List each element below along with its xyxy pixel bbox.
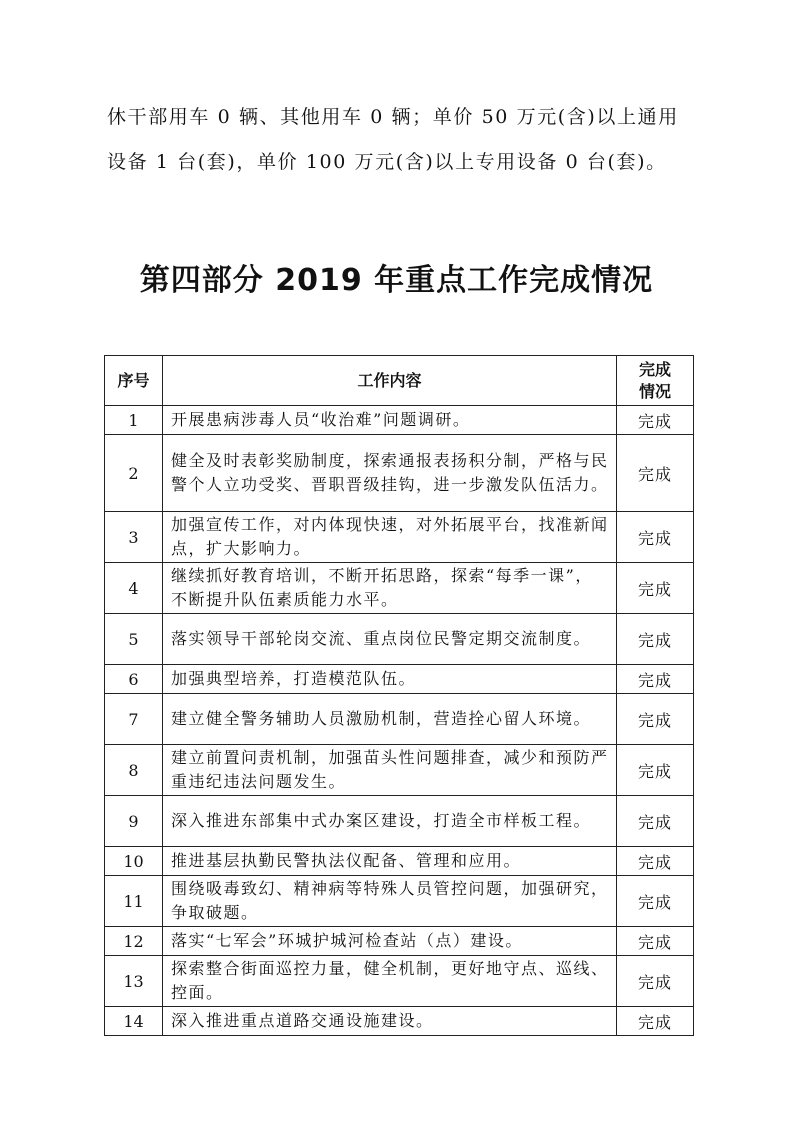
table-row — [105, 927, 694, 956]
row-status: 完成 — [617, 665, 694, 694]
row-no: 2 — [105, 435, 163, 512]
row-status: 完成 — [617, 847, 694, 876]
table-row — [105, 694, 694, 745]
row-no: 10 — [105, 847, 163, 876]
row-status: 完成 — [617, 1007, 694, 1036]
row-content: 继续抓好教育培训，不断开拓思路，探索“每季一课”，不断提升队伍素质能力水平。 — [163, 563, 617, 614]
row-no: 13 — [105, 956, 163, 1007]
paragraph-line-1: 休干部用车 0 辆、其他用车 0 辆；单价 50 万元(含)以上通用 — [107, 106, 679, 128]
table-row — [105, 614, 694, 665]
paragraph-line-2: 设备 1 台(套)，单价 100 万元(含)以上专用设备 0 台(套)。 — [107, 151, 667, 173]
row-no: 6 — [105, 665, 163, 694]
table-row — [105, 876, 694, 927]
row-no: 4 — [105, 563, 163, 614]
row-status: 完成 — [617, 956, 694, 1007]
row-no: 3 — [105, 512, 163, 563]
table-row — [105, 512, 694, 563]
row-content: 围绕吸毒致幻、精神病等特殊人员管控问题，加强研究，争取破题。 — [163, 876, 617, 927]
row-content: 推进基层执勤民警执法仪配备、管理和应用。 — [163, 847, 617, 876]
table-header-row — [105, 356, 694, 406]
table-row — [105, 563, 694, 614]
row-status: 完成 — [617, 876, 694, 927]
row-content: 探索整合街面巡控力量，健全机制，更好地守点、巡线、控面。 — [163, 956, 617, 1007]
row-content: 加强宣传工作，对内体现快速，对外拓展平台，找准新闻点，扩大影响力。 — [163, 512, 617, 563]
row-status: 完成 — [617, 563, 694, 614]
row-status: 完成 — [617, 694, 694, 745]
table-row — [105, 406, 694, 435]
row-content: 建立前置问责机制，加强苗头性问题排查，减少和预防严重违纪违法问题发生。 — [163, 745, 617, 796]
table-row — [105, 745, 694, 796]
table-row — [105, 1007, 694, 1036]
header-no: 序号 — [105, 356, 163, 406]
work-completion-table — [104, 355, 694, 1036]
row-status: 完成 — [617, 796, 694, 847]
row-status: 完成 — [617, 512, 694, 563]
table-row — [105, 435, 694, 512]
row-no: 1 — [105, 406, 163, 435]
row-no: 11 — [105, 876, 163, 927]
row-content: 加强典型培养，打造模范队伍。 — [163, 665, 617, 694]
row-status: 完成 — [617, 435, 694, 512]
row-content: 健全及时表彰奖励制度，探索通报表扬积分制，严格与民警个人立功受奖、晋职晋级挂钩，进一步激发队伍活力。 — [163, 435, 617, 512]
section-title: 第四部分 2019 年重点工作完成情况 — [139, 263, 654, 298]
table-row — [105, 796, 694, 847]
table-row — [105, 847, 694, 876]
row-status: 完成 — [617, 406, 694, 435]
row-no: 5 — [105, 614, 163, 665]
row-status: 完成 — [617, 927, 694, 956]
row-content: 开展患病涉毒人员“收治难”问题调研。 — [163, 406, 617, 435]
row-status: 完成 — [617, 614, 694, 665]
row-content: 落实领导干部轮岗交流、重点岗位民警定期交流制度。 — [163, 614, 617, 665]
row-content: 落实“七军会”环城护城河检查站（点）建设。 — [163, 927, 617, 956]
row-status: 完成 — [617, 745, 694, 796]
table-row — [105, 665, 694, 694]
header-status — [617, 356, 694, 406]
row-no: 12 — [105, 927, 163, 956]
header-status-line-2: 情况 — [638, 381, 671, 401]
table-row — [105, 956, 694, 1007]
row-no: 9 — [105, 796, 163, 847]
header-status-line-1: 完成 — [638, 359, 671, 379]
row-no: 7 — [105, 694, 163, 745]
row-no: 8 — [105, 745, 163, 796]
row-content: 深入推进重点道路交通设施建设。 — [163, 1007, 617, 1036]
header-content: 工作内容 — [163, 356, 617, 406]
row-content: 建立健全警务辅助人员激励机制，营造拴心留人环境。 — [163, 694, 617, 745]
row-content: 深入推进东部集中式办案区建设，打造全市样板工程。 — [163, 796, 617, 847]
row-no: 14 — [105, 1007, 163, 1036]
